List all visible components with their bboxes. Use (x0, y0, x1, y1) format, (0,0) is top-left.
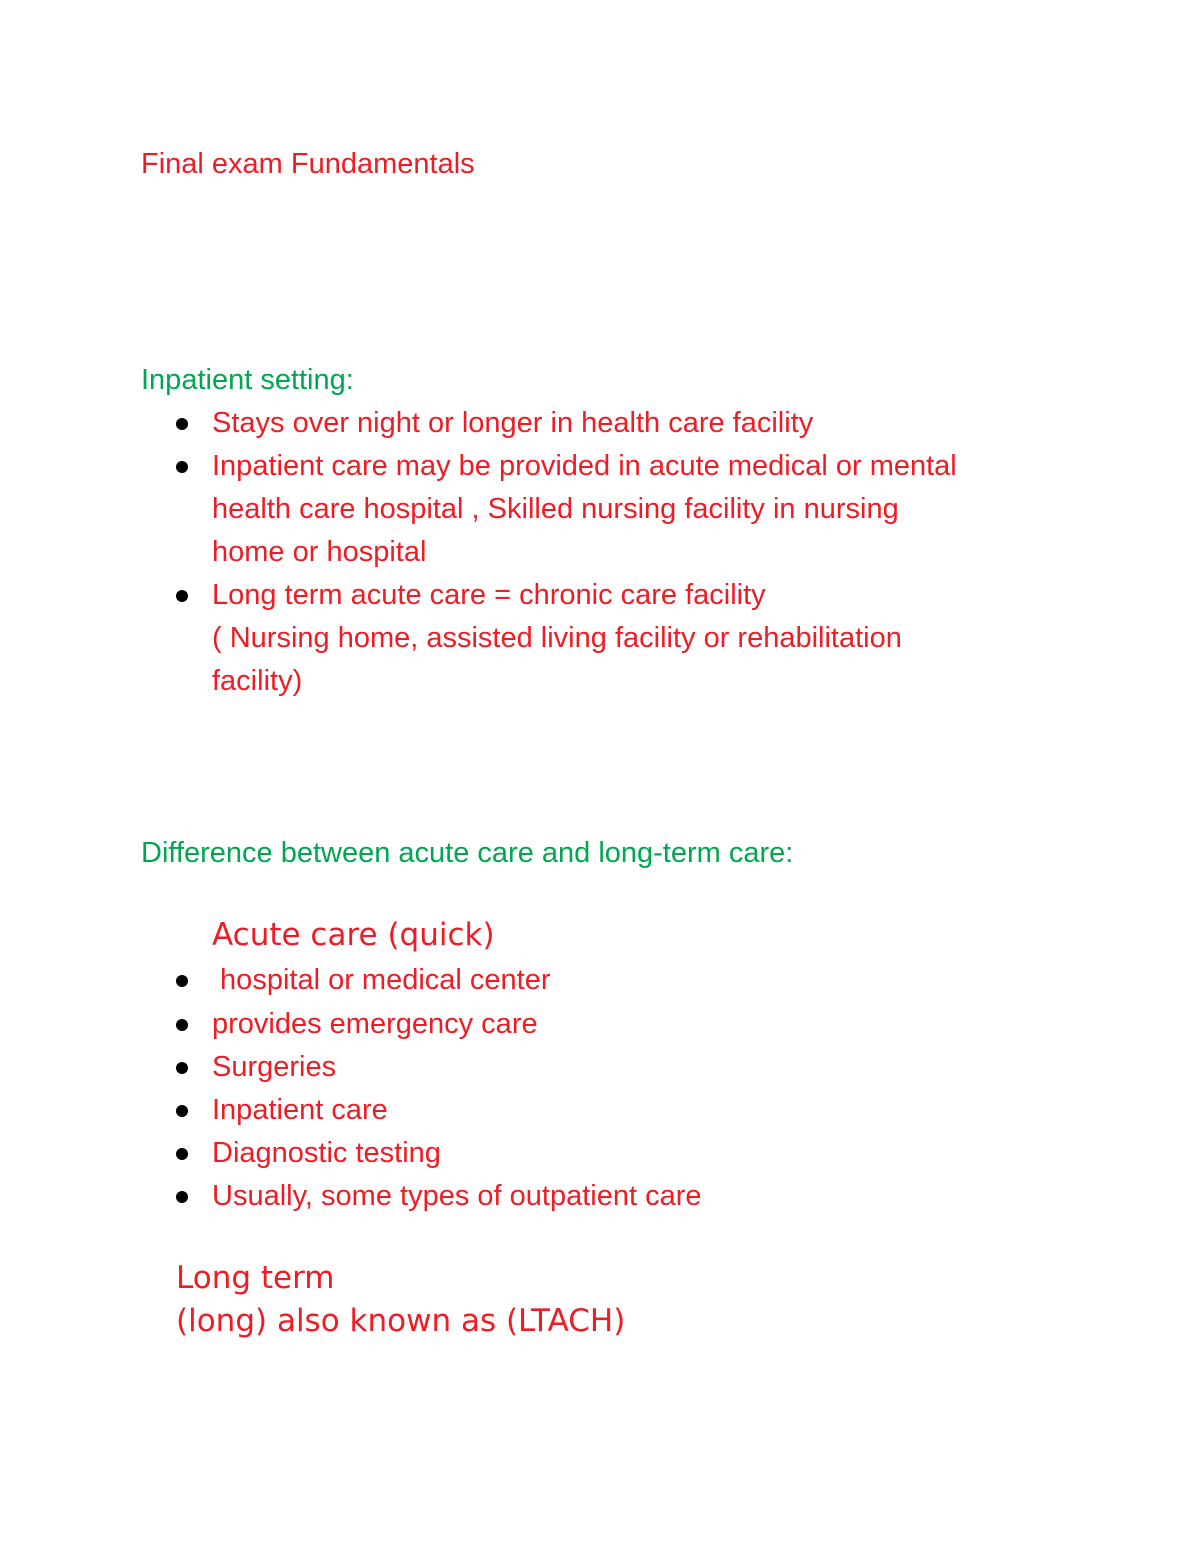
section-heading-difference: Difference between acute care and long-term care: (141, 837, 794, 869)
list-item-text: Long term acute care = chronic care facility (212, 579, 766, 611)
bullet-icon (176, 975, 188, 987)
bullet-icon (176, 418, 188, 430)
long-term-description: (long) also known as (LTACH) (176, 1303, 626, 1339)
list-item-text: provides emergency care (212, 1008, 538, 1040)
bullet-icon (176, 1062, 188, 1074)
list-item-text: Surgeries (212, 1051, 337, 1083)
section-heading-inpatient: Inpatient setting: (141, 364, 354, 396)
list-item-text: Stays over night or longer in health care facility (212, 407, 814, 439)
list-item-text: Diagnostic testing (212, 1137, 441, 1169)
list-item-text: home or hospital (212, 536, 427, 568)
bullet-icon (176, 1105, 188, 1117)
subheading-acute-care: Acute care (quick) (212, 917, 495, 953)
bullet-icon (176, 1019, 188, 1031)
list-item-text: facility) (212, 665, 303, 697)
list-item-text: Inpatient care may be provided in acute medical or mental (212, 450, 957, 482)
list-item-text: ( Nursing home, assisted living facility or rehabilitation (212, 622, 902, 654)
list-item-text: hospital or medical center (212, 964, 551, 996)
long-term-heading: Long term (176, 1260, 335, 1296)
document-title: Final exam Fundamentals (141, 148, 475, 180)
bullet-icon (176, 590, 188, 602)
bullet-icon (176, 1191, 188, 1203)
list-item-text: Inpatient care (212, 1094, 388, 1126)
list-item-text: health care hospital , Skilled nursing facility in nursing (212, 493, 899, 525)
bullet-icon (176, 1148, 188, 1160)
list-item-text: Usually, some types of outpatient care (212, 1180, 702, 1212)
bullet-icon (176, 461, 188, 473)
